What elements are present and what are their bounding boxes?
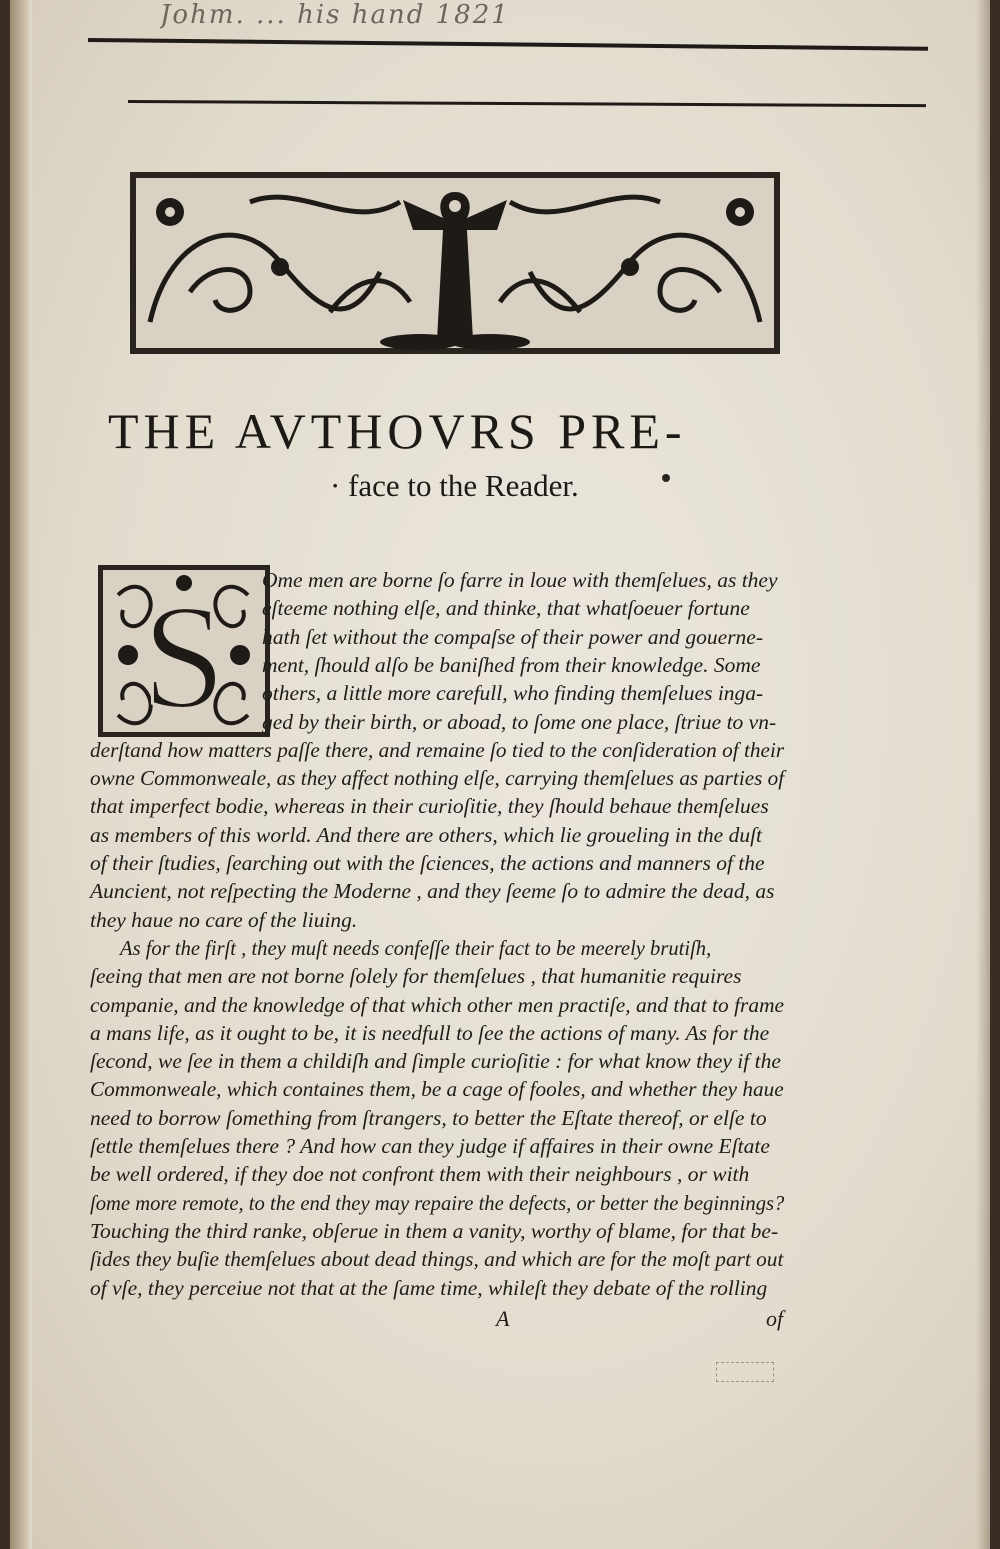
book-spine-shadow [10, 0, 32, 1549]
body-line: ſome more remote, to the end they may repaire the defects, or better the beginnings? [90, 1190, 785, 1215]
body-line: ſecond, we ſee in them a childiſh and ſimple curioſitie : for what know they if the [90, 1049, 781, 1074]
body-line: others, a little more carefull, who finding themſelues inga- [262, 681, 764, 706]
page-edge-shadow [976, 0, 990, 1549]
body-line: ment, ſhould alſo be baniſhed from their knowledge. Some [262, 652, 761, 677]
ink-rule-second [128, 100, 926, 107]
library-stamp [716, 1362, 774, 1382]
body-line: derſtand how matters paſſe there, and remaine ſo tied to the conſideration of their [90, 737, 785, 762]
body-line: a mans life, as it ought to be, it is needfull to ſee the actions of many. As for the [90, 1020, 770, 1045]
signature-mark: A [496, 1306, 510, 1331]
page-title: THE AVTHOVRS PRE- [108, 403, 687, 459]
dropcap-letter: S [142, 574, 226, 737]
body-line: eſteeme nothing elſe, and thinke, that whatſoeuer fortune [262, 596, 750, 621]
body-line: companie, and the knowledge of that which other men practiſe, and that to frame [90, 992, 785, 1017]
body-line: Auncient, not reſpecting the Moderne , and they ſeeme ſo to admire the dead, as [90, 879, 775, 904]
manuscript-note: Johm. ... his hand 1821 [160, 0, 510, 30]
body-line: Touching the third ranke, obſerue in them a vanity, worthy of blame, for that be- [90, 1218, 779, 1243]
dropcap-s-icon [98, 565, 270, 737]
ink-blot [662, 474, 670, 482]
body-line: ſettle themſelues there ? And how can they judge if affaires in their owne Eſtate [90, 1134, 770, 1158]
body-line: need to borrow ſomething from ſtrangers, to better the Eſtate thereof, or elſe to [90, 1105, 767, 1130]
body-line: Ome men are borne ſo farre in loue with themſelues, as they [262, 568, 778, 592]
catchword: of [766, 1306, 784, 1331]
headpiece-ornament-icon [130, 172, 780, 354]
body-line: they haue no care of the liuing. [90, 907, 358, 932]
body-line: as members of this world. And there are others, which lie groueling in the duſt [90, 822, 763, 847]
body-line: be well ordered, if they doe not confront them with their neighbours , or with [90, 1162, 750, 1187]
body-line: of vſe, they perceiue not that at the ſame time, whileſt they debate of the rolling [90, 1275, 768, 1300]
dropcap-ornament [98, 565, 270, 737]
body-line: owne Commonweale, as they affect nothing elſe, carrying themſelues as parties of [90, 766, 785, 791]
body-line: hath ſet without the compaſse of their power and gouerne- [262, 624, 764, 649]
headpiece-ornament [130, 172, 780, 354]
body-line: ſides they buſie themſelues about dead things, and which are for the moſt part out [90, 1247, 784, 1272]
body-line: that imperfect bodie, whereas in their curioſitie, they ſhould behaue themſelues [90, 794, 769, 819]
body-line: As for the firſt , they muſt needs confeſſe their fact to be meerely brutiſh, [120, 935, 712, 960]
body-line: ſeeing that men are not borne ſolely for themſelues , that humanitie requires [90, 964, 742, 989]
body-line: ged by their birth, or aboad, to ſome one place, ſtriue to vn- [262, 709, 777, 734]
body-line: of their ſtudies, ſearching out with the ſciences, the actions and manners of the [90, 851, 765, 875]
book-page [10, 0, 990, 1549]
page-subtitle: · face to the Reader. [330, 468, 579, 503]
body-line: Commonweale, which containes them, be a cage of fooles, and whether they haue [90, 1077, 784, 1102]
